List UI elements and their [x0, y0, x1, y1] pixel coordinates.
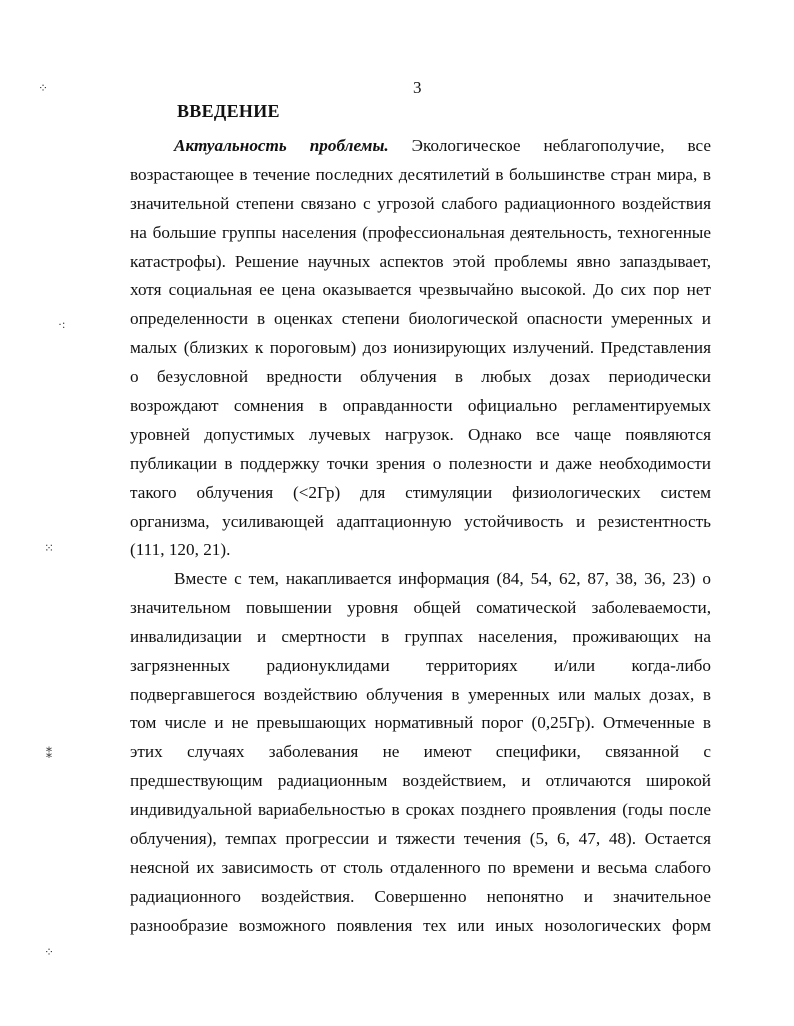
- text-line: загрязненных радионуклидами территориях и/или когда-либо: [130, 655, 711, 675]
- text-line: определенности в оценках степени биологической опасности умеренных и: [130, 309, 711, 329]
- scan-speck: ⁘: [38, 81, 49, 95]
- page-number: 3: [413, 78, 422, 97]
- text-line: радиационного воздействия. Совершенно непонятно и значительное: [130, 886, 711, 906]
- text-line: публикации в поддержку точки зрения о полезности и даже необходимости: [130, 453, 711, 473]
- text-line: возрастающее в течение последних десятилетий в большинстве стран мира, в: [130, 164, 711, 184]
- text-line: Вместе с тем, накапливается информация (84, 54, 62, 87, 38, 36, 23) о: [174, 569, 711, 588]
- text-line: уровней допустимых лучевых нагрузок. Однако все чаще появляются: [130, 424, 711, 444]
- text-line: (111, 120, 21).: [130, 540, 231, 560]
- text-line: значительном повышении уровня общей соматической заболеваемости,: [130, 597, 711, 617]
- text-line: подвергавшегося воздействию облучения в умеренных или малых дозах, в: [130, 684, 711, 704]
- text-line: том числе и не превышающих нормативный порог (0,25Гр). Отмеченные в: [130, 713, 711, 733]
- text-line: предшествующим радиационным воздействием, и отличаются широкой: [130, 771, 711, 791]
- text-line: облучения), темпах прогрессии и тяжести течения (5, 6, 47, 48). Остается: [130, 829, 711, 849]
- text-line: катастрофы). Решение научных аспектов этой проблемы явно запаздывает,: [130, 251, 711, 271]
- section-heading: ВВЕДЕНИЕ: [177, 101, 280, 121]
- text-line: такого облучения (<2Гр) для стимуляции физиологических систем: [130, 482, 711, 502]
- text-line: инвалидизации и смертности в группах населения, проживающих на: [130, 626, 711, 646]
- text-line: этих случаях заболевания не имеют специфики, связанной с: [130, 742, 711, 762]
- text-line: малых (близких к пороговым) доз ионизирующих излучений. Представления: [130, 338, 711, 358]
- text-line: неясной их зависимость от столь отдаленного по времени и весьма слабого: [130, 857, 711, 877]
- paragraph-relevance: [130, 132, 711, 565]
- lead-phrase: Актуальность проблемы.: [174, 136, 389, 155]
- text-line: возрождают сомнения в оправданности официально регламентируемых: [130, 396, 711, 416]
- text-line: разнообразие возможного появления тех или иных нозологических форм: [130, 915, 711, 935]
- lead-rest: Экологическое неблагополучие, все: [411, 136, 711, 155]
- text-line: хотя социальная ее цена оказывается чрезвычайно высокой. До сих пор нет: [130, 280, 711, 300]
- text-line: на большие группы населения (профессиональная деятельность, техногенные: [130, 222, 711, 242]
- text-line: [130, 132, 711, 161]
- text-line: о безусловной вредности облучения в любых дозах периодически: [130, 367, 711, 387]
- text-line: значительной степени связано с угрозой слабого радиационного воздействия: [130, 193, 711, 213]
- scan-speck: ⁙: [44, 541, 55, 555]
- text-line: индивидуальной вариабельностью в сроках позднего проявления (годы после: [130, 800, 711, 820]
- text-line: организма, усиливающей адаптационную устойчивость и резистентность: [130, 511, 711, 531]
- scan-speck: ·:: [58, 317, 66, 331]
- scan-speck: ⁑: [46, 747, 52, 761]
- scan-speck: ⁘: [44, 945, 55, 959]
- paragraph-information: [130, 565, 711, 941]
